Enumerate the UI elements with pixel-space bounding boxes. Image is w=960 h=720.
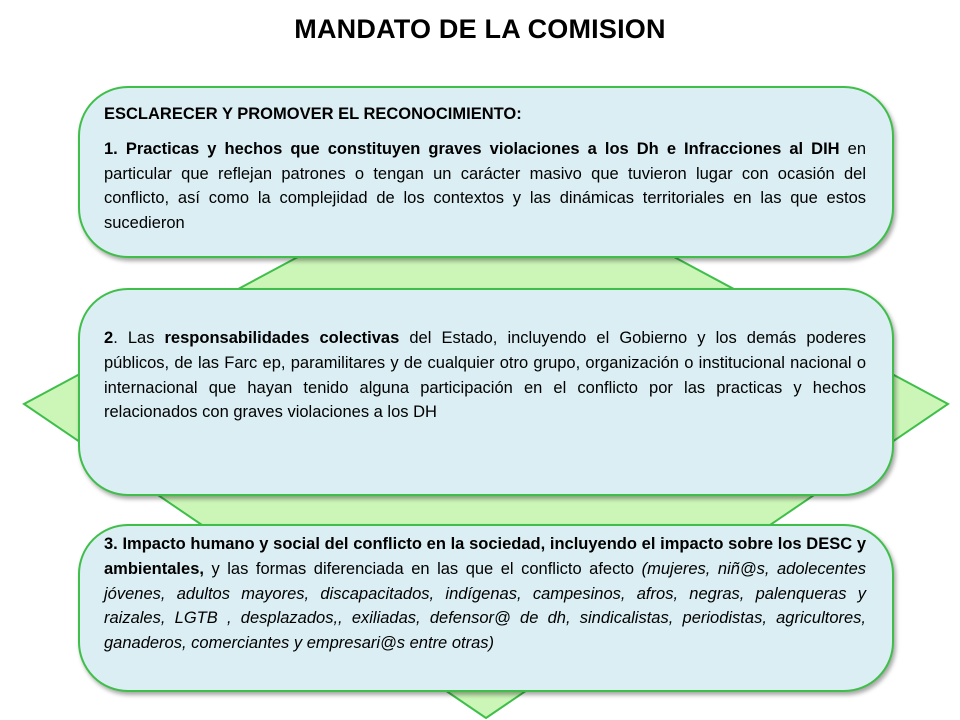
panel-body [104, 137, 866, 236]
item-3-text: y las formas diferenciada en las que el conflicto afecto [203, 559, 642, 578]
item-2-text-a: . Las [113, 329, 165, 347]
panel-esclarecer [78, 86, 894, 258]
item-2-number: 2 [104, 329, 114, 347]
panel-impacto [78, 524, 894, 692]
item-1-text: en particular que reflejan patrones o tengan un carácter masivo que tuvieron lugar con ocasión del conflicto, así como la complejidad de los contextos y las dinámicas territoriales en las que estos sucedieron [104, 139, 866, 232]
panel-body [104, 532, 866, 656]
item-2-bold-term: responsabilidades colectivas [164, 329, 400, 347]
item-3-bold-lead: 3. Impacto humano y social del conflicto en la sociedad, incluyendo el impacto sobre los DESC y ambientales, [104, 535, 866, 578]
item-2-text-b: del Estado, incluyendo el Gobierno y los demás poderes públicos, de las Farc ep, paramilitares y de cualquier otro grupo, organización o institucional nacional o internacional que hayan tenido alguna participación en el conflicto por las practicas y hechos relacionados con graves violaciones a los DH [104, 329, 866, 422]
item-1-bold: 1. Practicas y hechos que constituyen graves violaciones a los Dh e Infracciones al DIH [104, 139, 840, 158]
slide-title: MANDATO DE LA COMISION [294, 14, 666, 44]
panel-responsabilidades [78, 288, 894, 496]
item-3-italic-list: (mujeres, niñ@s, adolecentes jóvenes, adultos mayores, discapacitados, indígenas, campesinos, afros, negras, palenqueras y raizales, LGTB , desplazados,, exiliadas, defensor@ de dh, sindicalistas, periodistas, agricultores, ganaderos, comerciantes y empresari@s entre otras) [104, 559, 866, 652]
panel-body [104, 326, 866, 425]
panel-heading: ESCLARECER Y PROMOVER EL RECONOCIMIENTO: [104, 105, 522, 123]
